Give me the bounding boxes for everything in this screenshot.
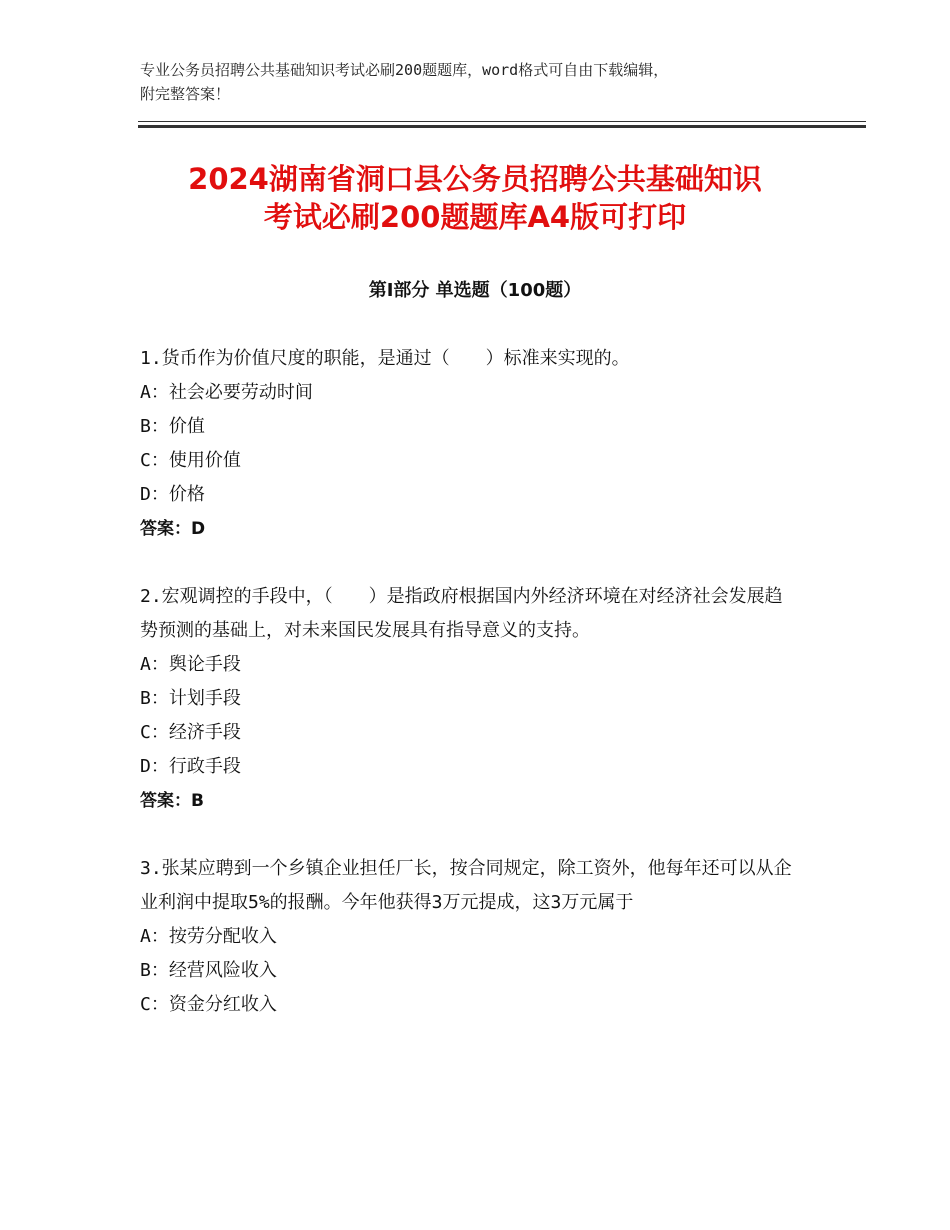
option-c: C：经济手段 [140, 722, 241, 743]
question-1 [140, 342, 800, 546]
option-d: D：行政手段 [140, 756, 241, 777]
question-stem: 1.货币作为价值尺度的职能，是通过（ ）标准来实现的。 [140, 348, 630, 369]
header-divider-thick [138, 125, 866, 128]
header-note [140, 58, 820, 106]
option-c: C：使用价值 [140, 450, 241, 471]
header-divider-thin [138, 121, 866, 122]
question-stem: 3.张某应聘到一个乡镇企业担任厂长，按合同规定，除工资外，他每年还可以从企业利润中提取5%的报酬。今年他获得3万元提成，这3万元属于 [140, 858, 792, 913]
question-2 [140, 580, 800, 818]
question-list [140, 342, 800, 1056]
option-a: A：按劳分配收入 [140, 926, 277, 947]
document-title [100, 160, 850, 236]
document-title-line2: 考试必刷200题题库A4版可打印 [263, 200, 687, 234]
answer: 答案：B [140, 791, 204, 811]
option-c: C：资金分红收入 [140, 994, 277, 1015]
question-stem: 2.宏观调控的手段中，（ ）是指政府根据国内外经济环境在对经济社会发展趋势预测的基础上，对未来国民发展具有指导意义的支持。 [140, 586, 783, 641]
question-3 [140, 852, 800, 1022]
option-b: B：经营风险收入 [140, 960, 277, 981]
option-d: D：价格 [140, 484, 205, 505]
answer: 答案：D [140, 519, 206, 539]
document-title-line1: 2024湖南省洞口县公务员招聘公共基础知识 [188, 162, 762, 196]
header-note-line2: 附完整答案！ [140, 85, 231, 103]
option-b: B：价值 [140, 416, 205, 437]
option-b: B：计划手段 [140, 688, 241, 709]
header-note-line1: 专业公务员招聘公共基础知识考试必刷200题题库，word格式可自由下载编辑， [140, 61, 669, 79]
section-heading: 第Ⅰ部分 单选题（100题） [368, 280, 582, 301]
option-a: A：社会必要劳动时间 [140, 382, 313, 403]
option-a: A：舆论手段 [140, 654, 241, 675]
